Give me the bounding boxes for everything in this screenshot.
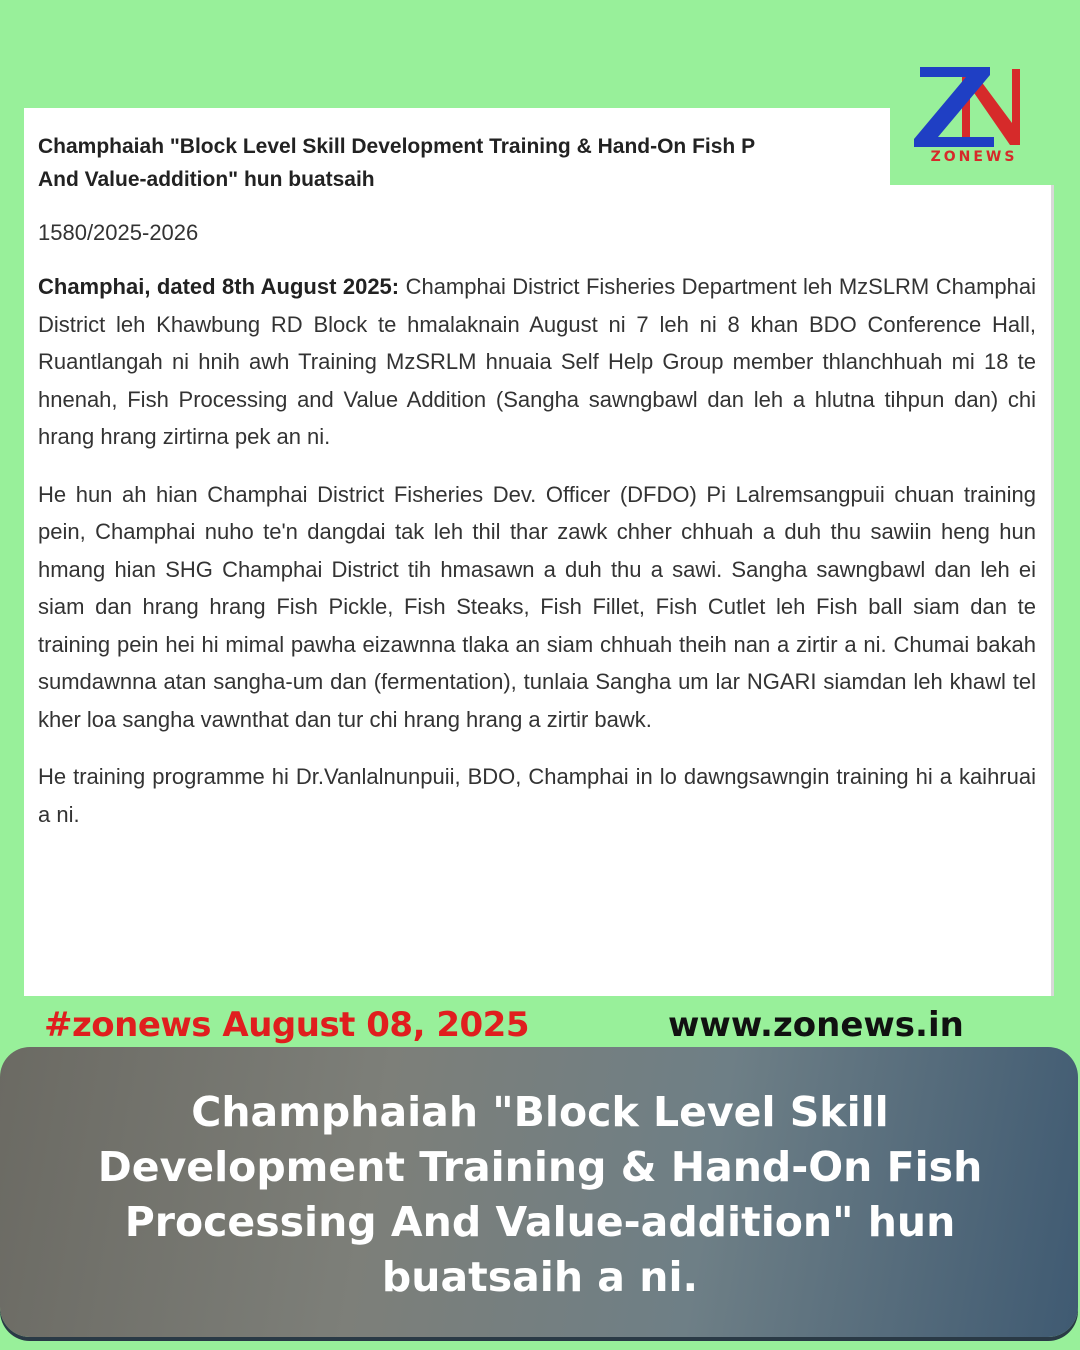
- document-heading-line-1: Champhaiah "Block Level Skill Development Training & Hand-On Fish P: [38, 135, 756, 158]
- document-body: [38, 130, 1036, 833]
- zn-logo-icon: [890, 57, 1058, 157]
- headline-banner: [0, 1047, 1078, 1337]
- document-paragraph-3: He training programme hi Dr.Vanlalnunpuii, BDO, Champhai in lo dawngsawngin training hi a kaihruai a ni.: [38, 764, 1036, 827]
- hashtag-date: #zonews August 08, 2025: [44, 1005, 529, 1045]
- logo-wordmark: ZONEWS: [930, 149, 1018, 165]
- website-url[interactable]: www.zonews.in: [668, 1005, 964, 1045]
- document-reference-number: 1580/2025-2026: [38, 220, 199, 245]
- document-paragraph-2: He hun ah hian Champhai District Fisheries Dev. Officer (DFDO) Pi Lalremsangpuii chuan training pein, Champhai nuho te'n dangdai tak leh thil thar zawk chher chhuah a duh thu sawiin heng hun hmang hian SHG Champhai District tih hmasawn a duh thu a sawi. Sangha sawngbawl dan leh ei siam dan hrang hrang Fish Pickle, Fish Steaks, Fish Fillet, Fish Cutlet leh Fish ball siam dan te training pein hei hi mimal pawha eizawnna tlaka an siam chhuah theih nan a zirtir a ni. Chumai bakah sumdawnna atan sangha-um dan (fermentation), tunlaia Sangha um lar NGARI siamdan leh khawl tel kher loa sangha vawnthat dan tur chi hrang hrang a zirtir bawk.: [38, 481, 1036, 732]
- dateline: Champhai, dated 8th August 2025:: [38, 274, 400, 299]
- document-heading-line-2: And Value-addition" hun buatsaih: [38, 168, 375, 191]
- document-image: [24, 108, 1054, 996]
- headline-title: Champhaiah "Block Level Skill Development Training & Hand-On Fish Processing And Value-addition" hun buatsaih a ni.: [97, 1088, 983, 1301]
- document-paragraph-1: [38, 268, 1036, 456]
- paragraph-1-body: Champhai District Fisheries Department leh MzSLRM Champhai District leh Khawbung RD Block te hmalaknain August ni 7 leh ni 8 khan BDO Conference Hall, Ruantlangah ni hnih awh Training MzSRLM hnuaia Self Help Group member thlanchhuah mi 18 te hnenah, Fish Processing and Value Addition (Sangha sawngbawl dan leh a hlutna tihpun dan) chi hrang hrang zirtirna pek an ni.: [38, 274, 1036, 449]
- zonews-logo: [890, 57, 1058, 185]
